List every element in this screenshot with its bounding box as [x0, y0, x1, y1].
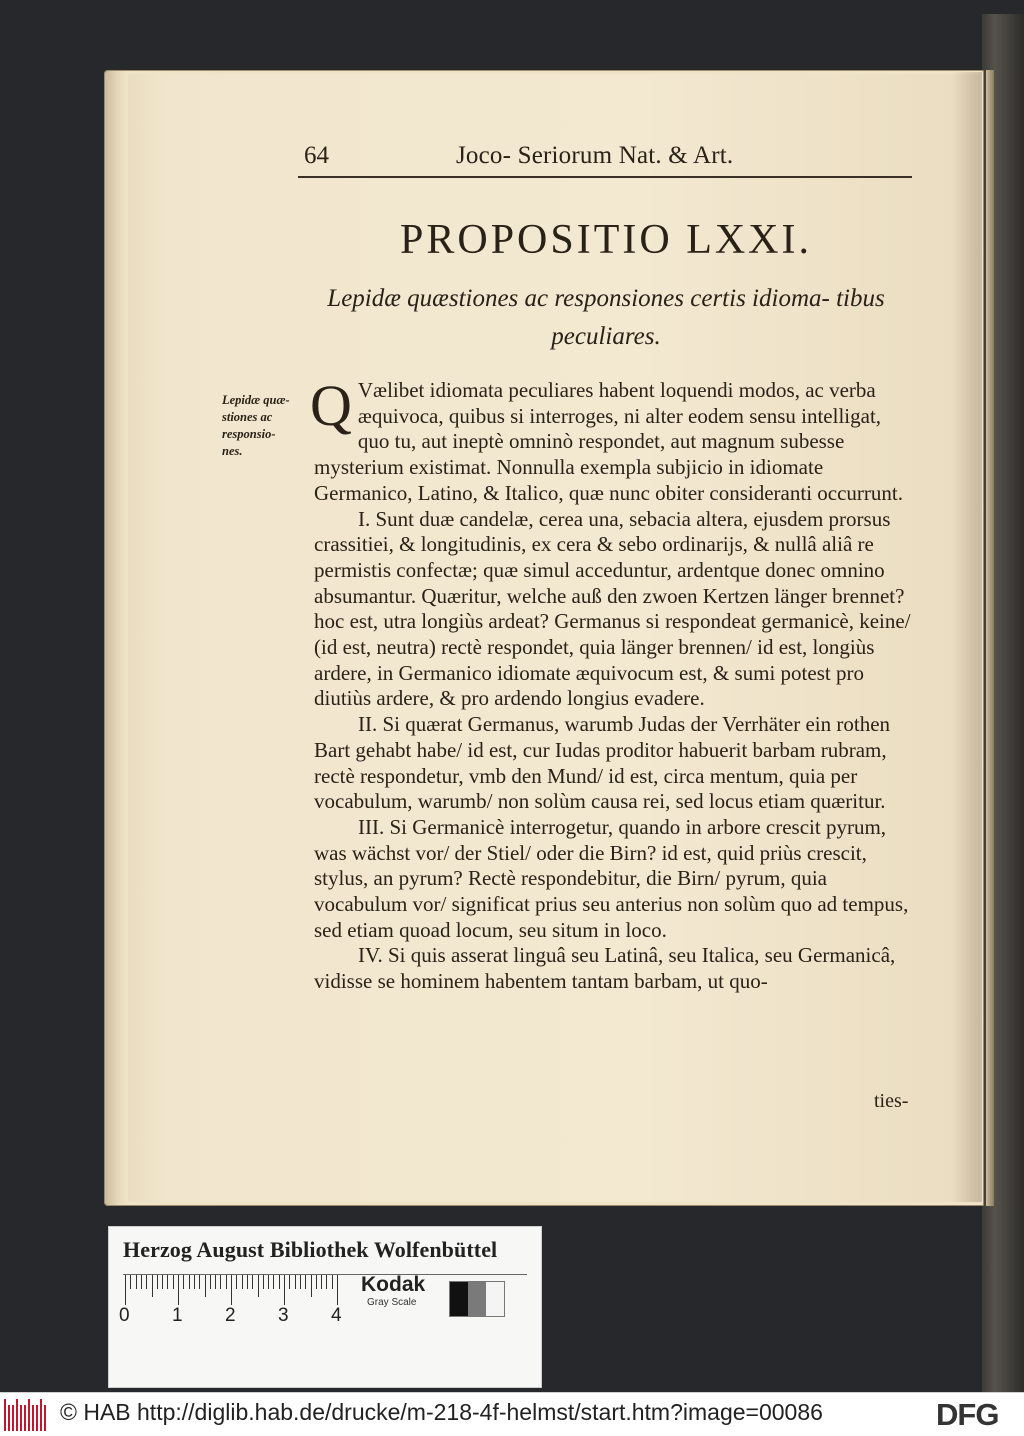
- proposition-subtitle: Lepidæ quæstiones ac responsiones certis idioma- tibus peculiares.: [327, 285, 885, 350]
- ruler-tick: [263, 1275, 264, 1289]
- ruler-tick: [189, 1275, 190, 1289]
- barcode-bar: [32, 1405, 34, 1431]
- barcode-bar: [8, 1405, 10, 1431]
- ruler-tick: [273, 1275, 274, 1289]
- ruler-tick: [305, 1275, 306, 1289]
- ruler-tick: [167, 1275, 168, 1289]
- gray-swatches: [449, 1281, 505, 1317]
- ruler-tick: [210, 1275, 211, 1289]
- barcode-bar: [24, 1405, 26, 1431]
- ruler-tick: [337, 1275, 338, 1305]
- scale-number: 2: [225, 1305, 236, 1326]
- ruler-tick: [289, 1275, 290, 1289]
- ruler-tick: [268, 1275, 269, 1289]
- barcode-bar: [44, 1405, 46, 1431]
- gray-scale-label: Gray Scale: [367, 1297, 417, 1308]
- ruler-tick: [226, 1275, 227, 1289]
- barcode-bar: [28, 1399, 30, 1431]
- ruler-tick: [146, 1275, 147, 1289]
- ruler-tick: [332, 1275, 333, 1289]
- ruler-tick: [279, 1275, 280, 1289]
- ruler-tick: [162, 1275, 163, 1289]
- ruler-tick: [125, 1275, 126, 1305]
- ruler-tick: [311, 1275, 312, 1297]
- paragraph-ii: II. Si quærat Germanus, warumb Judas der Verrhäter ein rothen Bart gehabt habe/ id est, cur Iudas proditor habuerit barbam rubram, rectè respondetur, vmb den Mund/ id est, circa mentum, quia per vocabulum, warumb/ non solùm causa rei, sed locus etiam quæritur.: [314, 712, 891, 814]
- gray-swatch: [486, 1282, 504, 1316]
- scale-number: 4: [331, 1305, 342, 1326]
- gray-swatch: [450, 1282, 468, 1316]
- page-gutter: [986, 70, 994, 1206]
- ruler-tick: [321, 1275, 322, 1289]
- margin-note: Lepidæ quæ- stiones ac responsio- nes.: [222, 393, 290, 458]
- scale-number: 0: [119, 1305, 130, 1326]
- footer-bar: [0, 1392, 1024, 1436]
- ruler-tick: [178, 1275, 179, 1305]
- proposition-heading: PROPOSITIO LXXI.: [399, 217, 812, 263]
- ruler-tick: [258, 1275, 259, 1297]
- ruler-tick: [215, 1275, 216, 1289]
- barcode-bar: [16, 1399, 18, 1431]
- body-text: [310, 373, 914, 995]
- header-rule: [298, 176, 912, 178]
- ruler-tick: [295, 1275, 296, 1289]
- barcode-bar: [40, 1399, 42, 1431]
- drop-cap: Q: [310, 373, 352, 438]
- ruler-tick: [183, 1275, 184, 1289]
- ruler-tick: [130, 1275, 131, 1289]
- catchword: ties-: [874, 1090, 909, 1112]
- color-target: [108, 1226, 542, 1388]
- ruler-tick: [300, 1275, 301, 1289]
- ruler-tick: [252, 1275, 253, 1289]
- ruler-tick: [284, 1275, 285, 1305]
- hab-barcode-icon: [4, 1399, 48, 1431]
- paragraph-iii: III. Si Germanicè interrogetur, quando in arbore crescit pyrum, was wächst vor/ der Stiel/ oder die Birn? id est, quid priùs crescit, stylus, an pyrum? Rectè respondebitur, die Birn/ pyrum, quia vocabulum vor/ significat prius seu anterius non solùm quo ad tempus, sed etiam quoad locum, seu situm in loco.: [314, 814, 909, 942]
- page-shadow: [952, 72, 982, 1202]
- barcode-bar: [36, 1405, 38, 1431]
- kodak-logo: Kodak: [361, 1273, 426, 1296]
- ruler-tick: [141, 1275, 142, 1289]
- ruler-tick: [231, 1275, 232, 1305]
- scale-ruler: [125, 1275, 339, 1309]
- barcode-bar: [12, 1405, 14, 1431]
- ruler-tick: [157, 1275, 158, 1289]
- scale-number: 3: [278, 1305, 289, 1326]
- paragraph-i: I. Sunt duæ candelæ, cerea una, sebacia altera, ejusdem prorsus crassitiei, & longitudinis, ex cera & sebo ordinarijs, & nullâ aliâ re permistis confectæ; quæ simul acceduntur, ardentque donec omnino absumantur. Quæritur, welche auß den zwoen Kertzen länger brennet? hoc est, utra longiùs ardeat? Germanus si respondeat germanicè, keine/ (id est, neutra) rectè respondet, quia länger brennen/ id est, longiùs ardere, in Germanico idiomate æquivocum est, & sumi potest pro diutiùs ardere, & pro ardendo longius evadere.: [314, 506, 911, 711]
- running-title: Joco- Seriorum Nat. & Art.: [456, 142, 734, 169]
- scale-number: 1: [172, 1305, 183, 1326]
- ruler-tick: [236, 1275, 237, 1289]
- ruler-tick: [205, 1275, 206, 1297]
- paragraph-intro: Q Vælibet idiomata peculiares habent loquendi modos, ac verba æquivoca, quibus si interroges, ni alter eodem sensu intelligat, quo tu, aut ineptè omninò respondet, aut magnum subesse mysterium existimat. Nonnulla exempla subjicio in idiomate Germanico, Latino, & Italico, quæ nunc obiter consideranti occurrunt.: [310, 373, 903, 505]
- paragraph-iv: IV. Si quis asserat linguâ seu Latinâ, seu Italica, seu Germanicâ, vidisse se hominem habentem tantam barbam, ut quo-: [314, 943, 896, 994]
- ruler-tick: [220, 1275, 221, 1289]
- footer-url[interactable]: © HAB http://diglib.hab.de/drucke/m-218-4f-helmst/start.htm?image=00086: [60, 1399, 823, 1425]
- ruler-tick: [242, 1275, 243, 1289]
- ruler-tick: [247, 1275, 248, 1289]
- ruler-tick: [194, 1275, 195, 1289]
- ruler-tick: [173, 1275, 174, 1289]
- ruler-tick: [316, 1275, 317, 1289]
- gray-swatch: [468, 1282, 486, 1316]
- ruler-tick: [326, 1275, 327, 1289]
- ruler-tick: [136, 1275, 137, 1289]
- barcode-bar: [4, 1399, 6, 1431]
- ruler-tick: [152, 1275, 153, 1297]
- dfg-logo: DFG: [936, 1397, 999, 1432]
- library-name: Herzog August Bibliothek Wolfenbüttel: [123, 1237, 498, 1262]
- ruler-tick: [199, 1275, 200, 1289]
- barcode-bar: [20, 1405, 22, 1431]
- page-number: 64: [304, 142, 329, 169]
